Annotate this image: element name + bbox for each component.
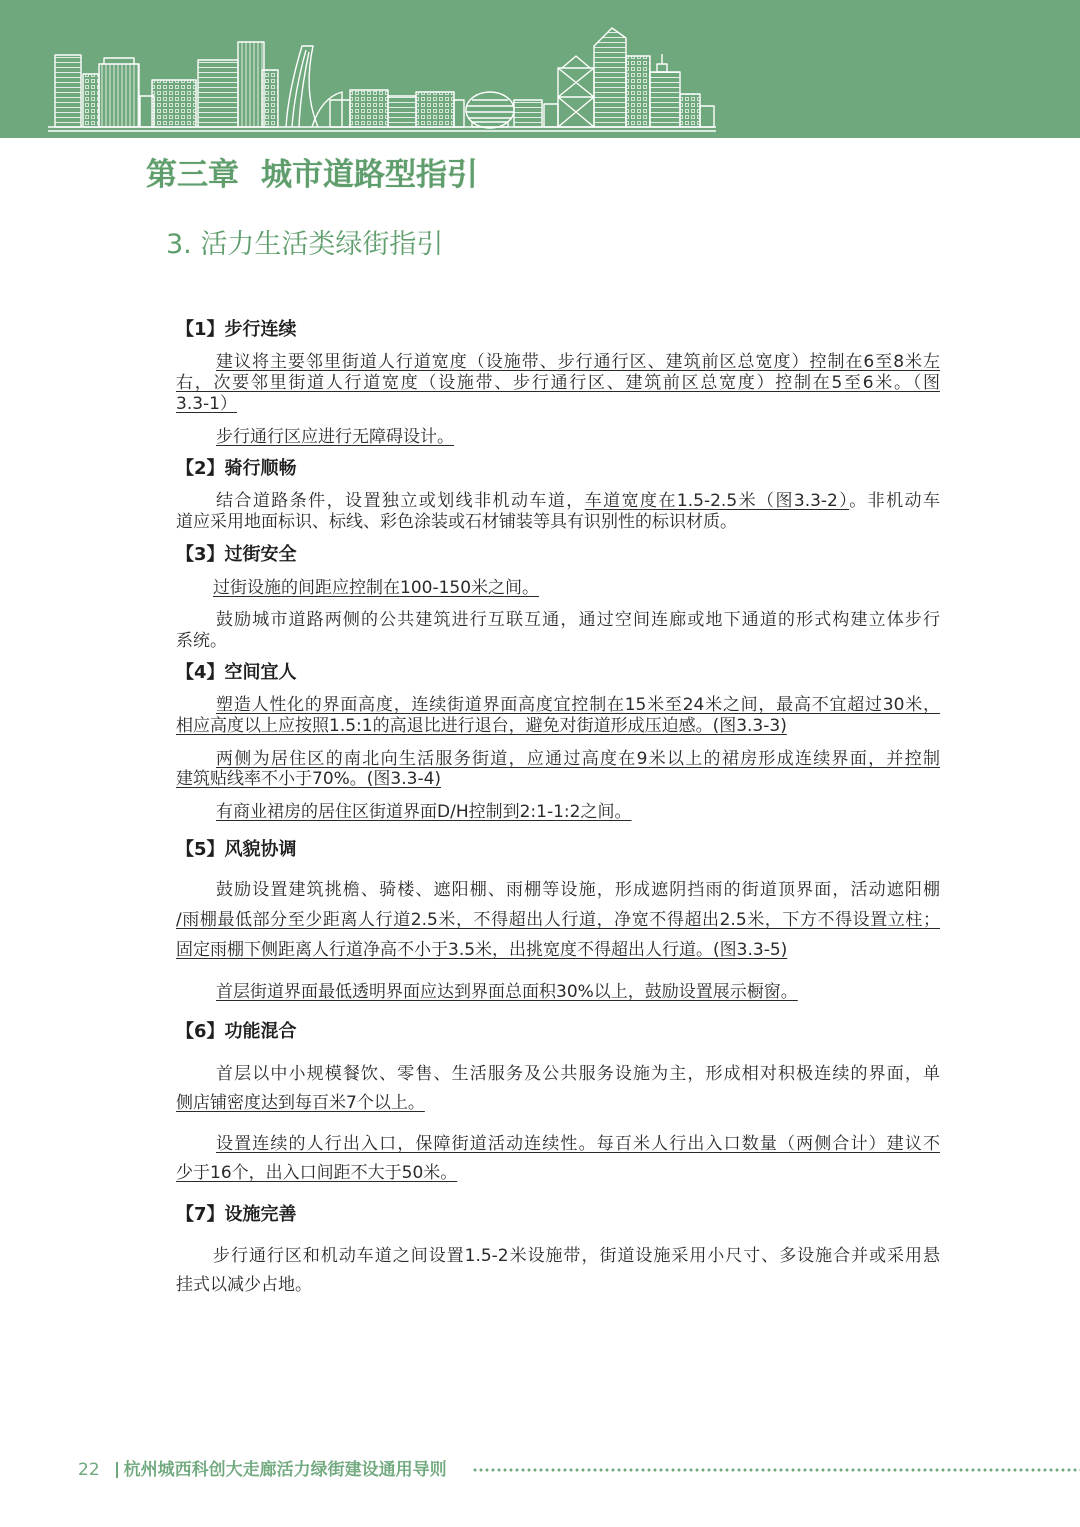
text-segment: 步行通行区和机动车道之间设置1.5-2米设施带，街道设施采用小尺寸、多设施合并或采用悬 xyxy=(213,1246,940,1266)
paragraph-line xyxy=(176,1089,940,1118)
paragraph-line xyxy=(176,905,940,935)
underlined-text: 右，次要邻里街道人行道宽度（设施带、步行通行区、建筑前区总宽度）控制在5至6米。（图 xyxy=(176,373,940,393)
paragraph-line xyxy=(176,977,940,1007)
underlined-text: 车道宽度在1.5-2.5米（图3.3-2） xyxy=(584,491,850,511)
skyline-illustration xyxy=(0,0,1080,138)
page-footer xyxy=(78,1459,447,1481)
guideline-paragraph xyxy=(176,695,940,737)
paragraph-line xyxy=(176,749,940,769)
guideline-paragraph xyxy=(176,610,940,652)
paragraph-line xyxy=(176,610,940,631)
footer-dotted-rule xyxy=(472,1468,1080,1472)
underlined-text: 有商业裙房的居住区街道界面D/H控制到2:1-1:2之间。 xyxy=(216,802,632,822)
chapter-number: 第三章 xyxy=(146,157,239,193)
text-segment: 道应采用地面标识、标线、彩色涂装或石材铺装等具有识别性的标识材质。 xyxy=(176,512,737,532)
guideline-paragraph xyxy=(176,578,940,599)
guideline-paragraph xyxy=(176,352,940,415)
underlined-text: 步行通行区应进行无障碍设计。 xyxy=(216,427,454,447)
text-segment: 挂式以减少占地。 xyxy=(176,1275,312,1295)
text-segment: 鼓励城市道路两侧的公共建筑进行互联互通，通过空间连廊或地下通道的形式构建立体步行 xyxy=(216,610,940,630)
underlined-text: 建议将主要邻里街道人行道宽度（设施带、步行通行区、建筑前区总宽度）控制在6至8米左 xyxy=(216,352,940,372)
paragraph-line xyxy=(176,1159,940,1188)
section-heading: 【6】功能混合 xyxy=(176,1021,297,1042)
guideline-paragraph xyxy=(176,1242,940,1300)
underlined-text: 相应高度以上应按照1.5:1的高退比进行退台，避免对街道形成压迫感。(图3.3-3) xyxy=(176,716,787,736)
paragraph-line xyxy=(176,769,940,789)
underlined-text: 侧店铺密度达到每百米7个以上。 xyxy=(176,1093,425,1113)
underlined-text: 固定雨棚下侧距离人行道净高不小于3.5米，出挑宽度不得超出人行道。(图3.3-5) xyxy=(176,940,788,960)
paragraph-line xyxy=(176,631,940,652)
paragraph-line xyxy=(176,935,940,965)
paragraph-line xyxy=(176,875,940,905)
footer-divider xyxy=(116,1462,118,1478)
guideline-paragraph xyxy=(176,491,940,533)
underlined-text: 3.3-1） xyxy=(176,394,237,414)
section-heading: 【7】设施完善 xyxy=(176,1204,297,1225)
underlined-text: 过街设施的间距应控制在100-150米之间。 xyxy=(213,578,540,598)
section-heading: 【2】骑行顺畅 xyxy=(176,458,297,479)
underlined-text: /雨棚最低部分至少距离人行道2.5米，不得超出人行道，净宽不得超出2.5米，下方不得设置立柱； xyxy=(176,910,940,930)
text-segment: 系统。 xyxy=(176,631,227,651)
section-heading: 【5】风貌协调 xyxy=(176,839,297,860)
section-title: 3. 活力生活类绿街指引 xyxy=(166,229,444,260)
guideline-paragraph xyxy=(176,749,940,789)
chapter-title xyxy=(146,156,478,194)
underlined-text: 首层街道界面最低透明界面应达到界面总面积30%以上，鼓励设置展示橱窗。 xyxy=(216,982,798,1002)
paragraph-line xyxy=(176,1271,940,1300)
text-segment: 鼓励设置建筑挑檐、骑楼、遮阳棚、雨棚等设施，形成遮阴挡雨的街道顶界面，活动遮阳棚 xyxy=(216,880,940,900)
section-heading: 【1】步行连续 xyxy=(176,319,297,340)
paragraph-line xyxy=(176,1060,940,1089)
page-number: 22 xyxy=(78,1460,100,1480)
section-heading: 【3】过街安全 xyxy=(176,544,297,565)
paragraph-line xyxy=(176,427,940,448)
underlined-text: 建筑贴线率不小于70%。(图3.3-4) xyxy=(176,769,442,789)
document-title: 杭州城西科创大走廊活力绿街建设通用导则 xyxy=(123,1460,447,1480)
underlined-text: 两侧为居住区的南北向生活服务街道，应通过高度在9米以上的裙房形成连续界面，并控制 xyxy=(216,749,940,769)
paragraph-line xyxy=(176,352,940,373)
paragraph-line xyxy=(176,802,940,823)
paragraph-line xyxy=(176,1242,940,1271)
paragraph-line xyxy=(176,491,940,512)
paragraph-line xyxy=(176,578,940,599)
paragraph-line xyxy=(176,394,940,415)
paragraph-line xyxy=(176,1130,940,1159)
underlined-text: 少于16个，出入口间距不大于50米。 xyxy=(176,1163,458,1183)
paragraph-line xyxy=(176,716,940,737)
paragraph-line xyxy=(176,512,940,533)
underlined-text: 设置连续的人行出入口，保障街道活动连续性。每百米人行出入口数量（两侧合计）建议不 xyxy=(216,1134,940,1154)
guideline-paragraph xyxy=(176,1130,940,1188)
text-segment: 结合道路条件，设置独立或划线非机动车道， xyxy=(216,491,585,511)
guideline-paragraph xyxy=(176,875,940,965)
paragraph-line xyxy=(176,373,940,394)
guideline-paragraph xyxy=(176,427,940,448)
underlined-text: 塑造人性化的界面高度，连续街道界面高度宜控制在15米至24米之间，最高不宜超过30米， xyxy=(216,695,940,715)
guideline-paragraph xyxy=(176,1060,940,1118)
text-segment: 。非机动车 xyxy=(849,491,940,511)
guideline-paragraph xyxy=(176,977,940,1007)
paragraph-line xyxy=(176,695,940,716)
text-segment: 首层以中小规模餐饮、零售、生活服务及公共服务设施为主，形成相对积极连续的界面，单 xyxy=(216,1064,940,1084)
section-heading: 【4】空间宜人 xyxy=(176,662,297,683)
guideline-paragraph xyxy=(176,802,940,823)
chapter-name: 城市道路型指引 xyxy=(261,157,478,193)
